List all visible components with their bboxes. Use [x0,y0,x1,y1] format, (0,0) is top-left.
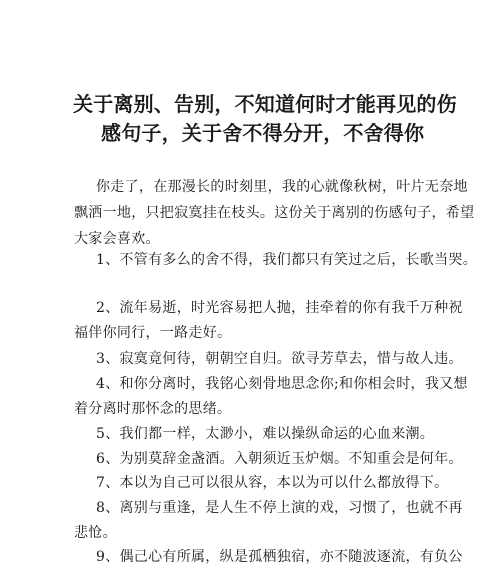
document-title-line-2: 感句子，关于舍不得分开，不舍得你 [101,121,425,145]
list-item: 4、和你分离时，我铭心刻骨地思念你;和你相会时，我又想 [96,376,468,392]
list-item-continuation: 着分离时那怀念的思绪。 [74,401,232,417]
list-item: 8、离别与重逢，是人生不停上演的戏，习惯了，也就不再 [96,500,463,516]
list-item-continuation: 福伴你同行，一路走好。 [74,325,232,341]
list-item-continuation: 悲怆。 [74,525,117,541]
list-item: 3、寂寞竟何待，朝朝空自归。欲寻芳草去，惜与故人违。 [96,351,463,367]
list-item: 5、我们都一样，太渺小，难以操纵命运的心血来潮。 [96,426,435,442]
paragraph-line: 大家会喜欢。 [74,231,160,247]
list-item: 2、流年易逝，时光容易把人抛，挂牵着的你有我千万种祝 [96,300,463,316]
list-item: 9、偶己心有所属，纵是孤栖独宿，亦不随波逐流，有负公 [96,549,463,565]
list-item: 6、为别莫辞金盏酒。入朝须近玉炉烟。不知重会是何年。 [96,451,463,467]
document-title-line-1: 关于离别、告别，不知道何时才能再见的伤 [73,92,457,116]
list-item: 1、不管有多么的舍不得，我们都只有笑过之后，长歌当哭。 [96,252,478,268]
paragraph-line: 你走了，在那漫长的时刻里，我的心就像秋树，叶片无奈地 [96,179,468,195]
list-item: 7、本以为自己可以很从容，本以为可以什么都放得下。 [96,475,449,491]
paragraph-line: 飘洒一地，只把寂寞挂在枝头。这份关于离别的伤感句子，希望 [74,205,475,221]
